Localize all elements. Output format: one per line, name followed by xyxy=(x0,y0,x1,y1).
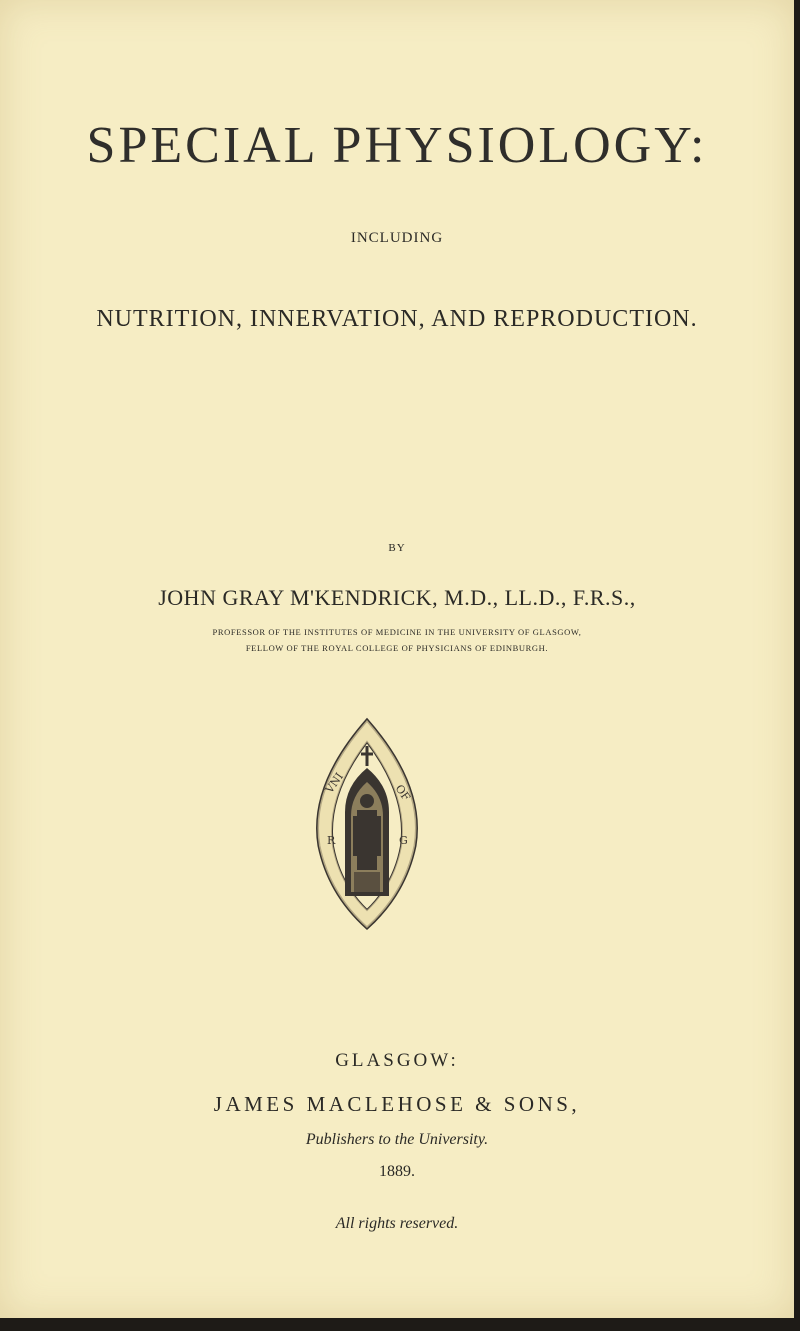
author-name: JOHN GRAY M'KENDRICK, M.D., LL.D., F.R.S., xyxy=(158,585,636,610)
svg-text:G: G xyxy=(399,834,408,847)
svg-text:OF: OF xyxy=(392,782,413,804)
author-credential-professor: PROFESSOR OF THE INSTITUTES OF MEDICINE IN THE UNIVERSITY OF GLASGOW, xyxy=(212,627,582,637)
rights-notice: All rights reserved. xyxy=(335,1215,459,1232)
imprint-publisher: JAMES MACLEHOSE & SONS, xyxy=(213,1092,581,1116)
svg-text:R: R xyxy=(327,834,336,847)
including-label: INCLUDING xyxy=(350,230,444,246)
imprint-year: 1889. xyxy=(379,1163,415,1180)
imprint-city: GLASGOW: xyxy=(335,1050,459,1071)
by-label: BY xyxy=(388,542,406,554)
university-seal-icon xyxy=(307,716,427,932)
svg-text:VNI: VNI xyxy=(322,770,347,796)
book-subtitle: NUTRITION, INNERVATION, AND REPRODUCTION. xyxy=(96,306,698,332)
book-edge-right xyxy=(794,0,800,1331)
imprint-publisher-note: Publishers to the University. xyxy=(305,1131,489,1148)
book-title: SPECIAL PHYSIOLOGY: xyxy=(86,117,708,174)
author-credential-fellow: FELLOW OF THE ROYAL COLLEGE OF PHYSICIANS OF EDINBURGH. xyxy=(245,643,549,653)
book-edge-bottom xyxy=(0,1318,800,1331)
